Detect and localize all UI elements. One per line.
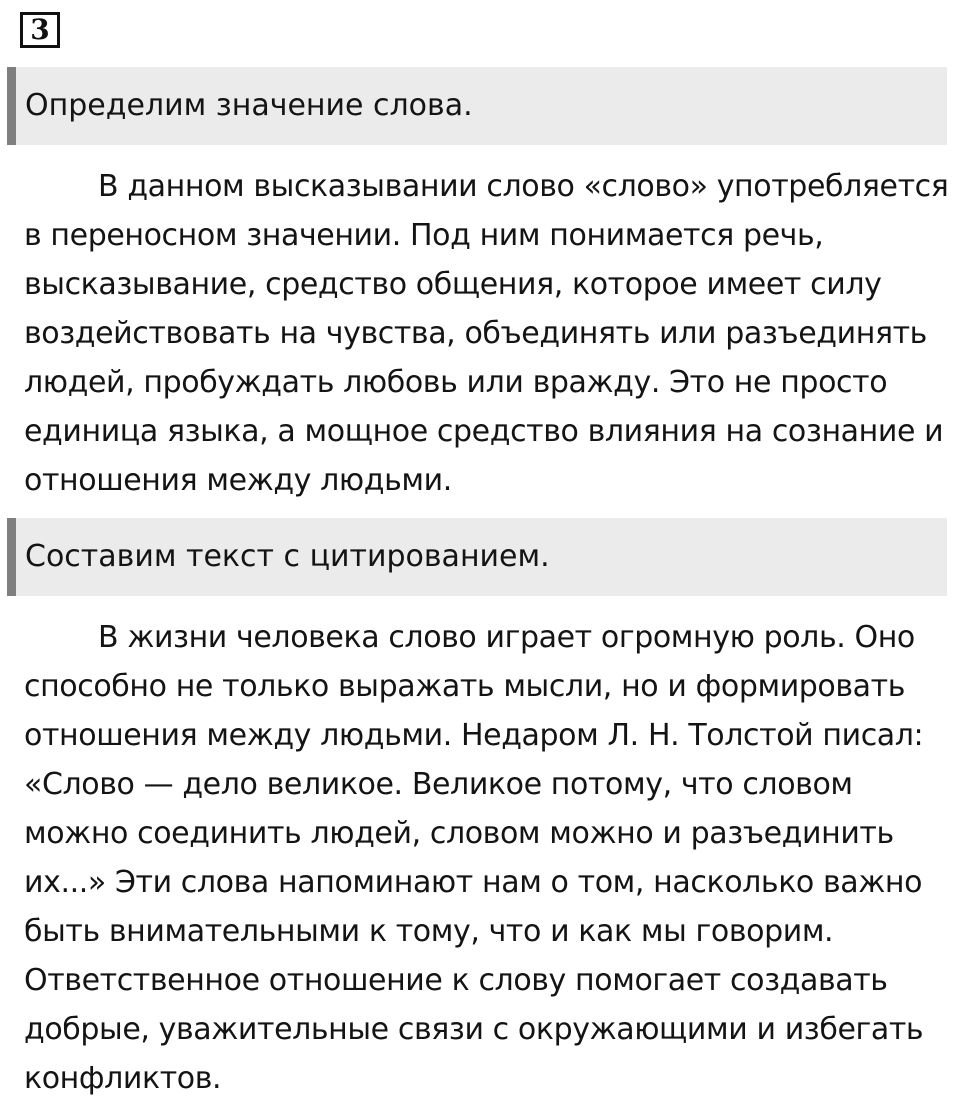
definition-paragraph [24,162,948,505]
paragraph-line: можно соединить людей, словом можно и разъединить [24,816,894,851]
paragraph-line: быть внимательными к тому, что и как мы говорим. [24,914,834,949]
section-header-definition: Определим значение слова. [7,67,947,145]
task-number-badge: 3 [20,12,60,48]
paragraph-line: единица языка, а мощное средство влияния на сознание и [24,414,944,449]
paragraph-line: «Слово — дело великое. Великое потому, что словом [24,767,853,802]
paragraph-line: конфликтов. [24,1061,222,1096]
paragraph-line: В данном высказывании слово «слово» употребляется [98,169,949,204]
paragraph-line: в переносном значении. Под ним понимается речь, [24,218,824,253]
paragraph-line: отношения между людьми. [24,463,452,498]
paragraph-line: В жизни человека слово играет огромную роль. Оно [98,620,915,655]
paragraph-line: добрые, уважительные связи с окружающими и избегать [24,1012,924,1047]
paragraph-line: высказывание, средство общения, которое имеет силу [24,267,882,302]
paragraph-line: способно не только выражать мысли, но и формировать [24,669,906,704]
paragraph-line: их...» Эти слова напоминают нам о том, насколько важно [24,865,923,900]
paragraph-line: отношения между людьми. Недаром Л. Н. Толстой писал: [24,718,924,753]
section-header-citation: Составим текст с цитированием. [7,518,947,596]
citation-paragraph [24,613,948,1103]
paragraph-line: Ответственное отношение к слову помогает создавать [24,963,888,998]
paragraph-line: людей, пробуждать любовь или вражду. Это не просто [24,365,888,400]
paragraph-line: воздействовать на чувства, объединять или разъединять [24,316,927,351]
